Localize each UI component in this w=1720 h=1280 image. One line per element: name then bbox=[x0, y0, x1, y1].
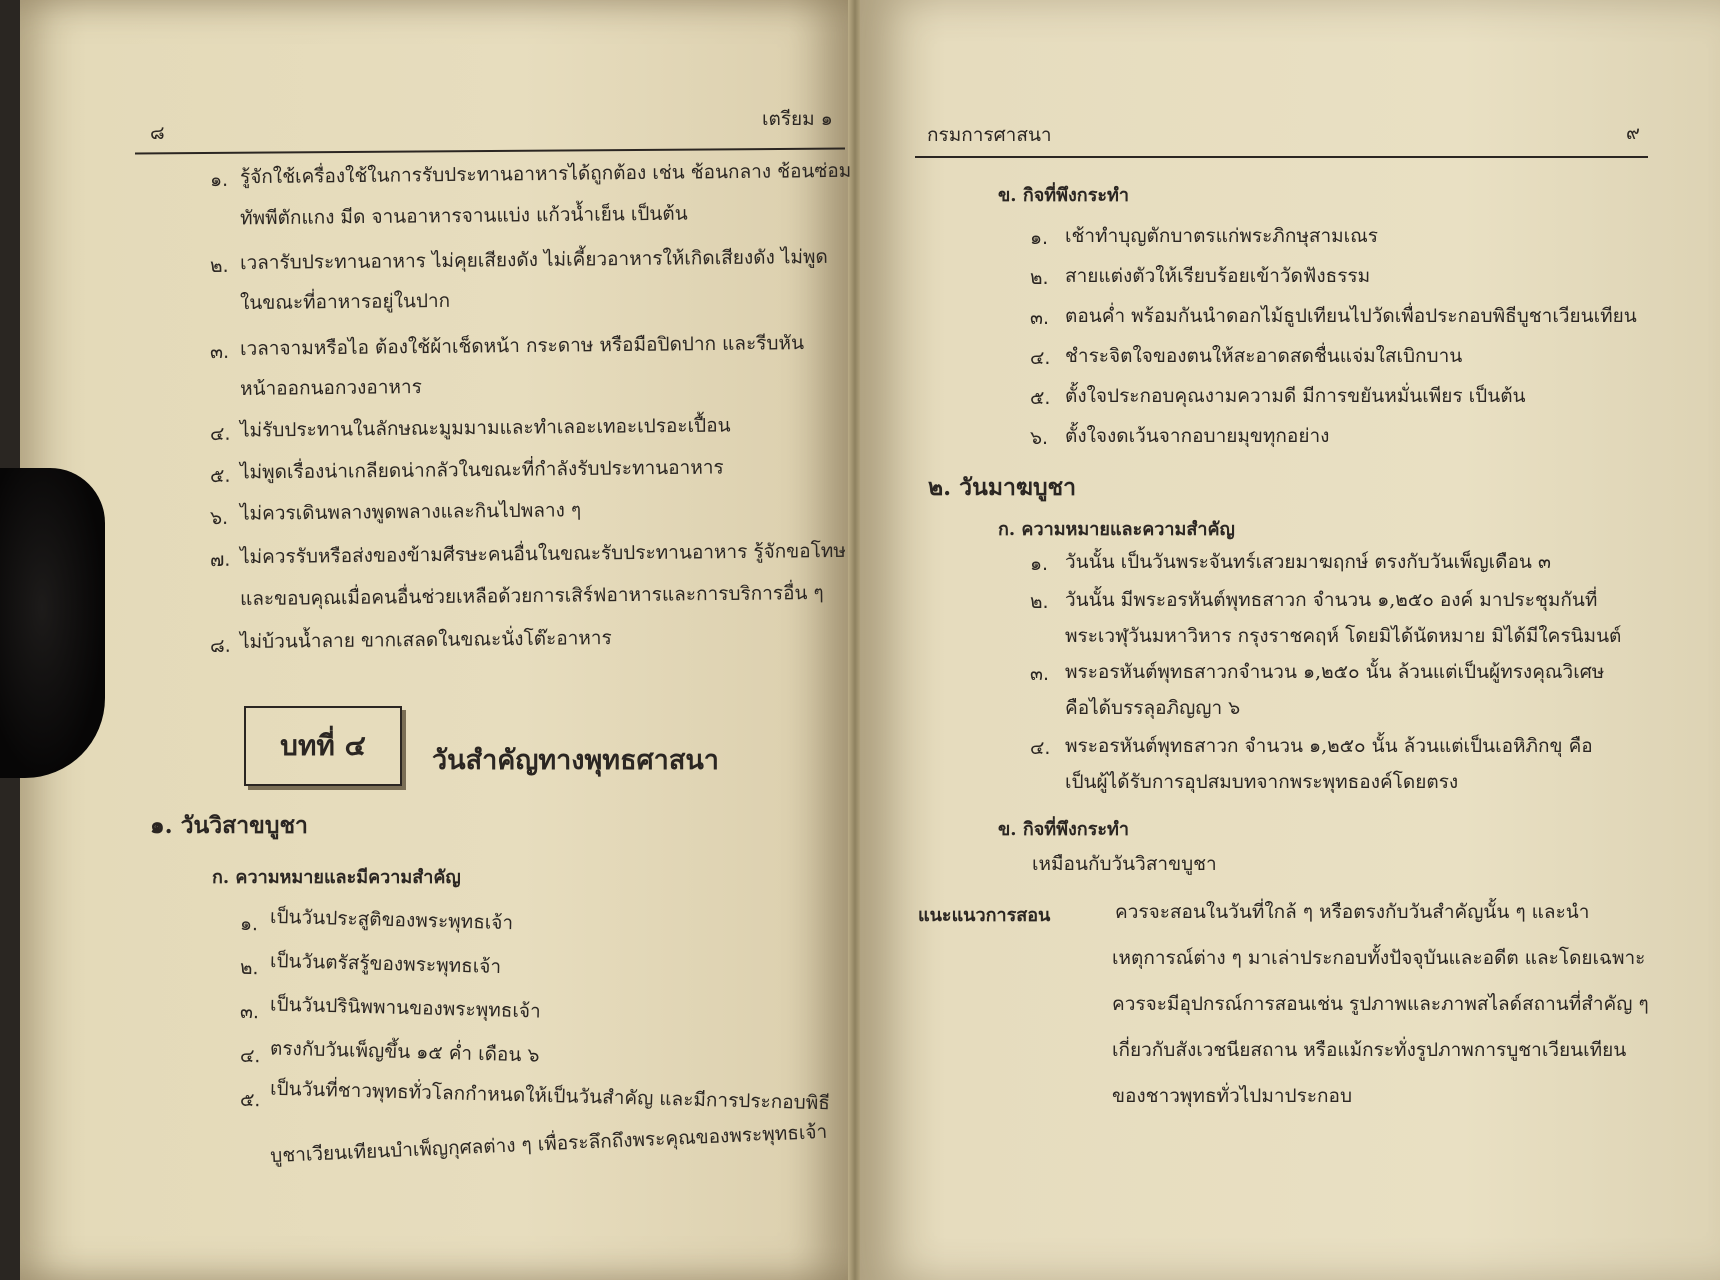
list-item-line: วันนั้น มีพระอรหันต์พุทธสาวก จำนวน ๑,๒๕๐ องค์ มาประชุมกันที่ bbox=[1065, 589, 1598, 611]
list-item-number: ๓. bbox=[239, 1000, 260, 1024]
list-item-line: ตอนค่ำ พร้อมกันนำดอกไม้ธูปเทียนไปวัดเพื่อประกอบพิธีบูชาเวียนเทียน bbox=[1065, 305, 1637, 327]
chapter-label: บทที่ ๔ bbox=[280, 729, 366, 762]
list-item-line: ตั้งใจประกอบคุณงามความดี มีการขยันหมั่นเพียร เป็นต้น bbox=[1065, 385, 1526, 407]
right-header-rule bbox=[915, 156, 1648, 158]
teaching-line: ควรจะสอนในวันที่ใกล้ ๆ หรือตรงกับวันสำคัญนั้น ๆ และนำ bbox=[1115, 901, 1590, 923]
list-item-number: ๑. bbox=[1030, 553, 1049, 575]
list-item-line: พระอรหันต์พุทธสาวก จำนวน ๑,๒๕๐ นั้น ล้วนแต่เป็นเอหิภิกขุ คือ bbox=[1065, 735, 1593, 757]
list-item-number: ๓. bbox=[209, 340, 230, 364]
section2-subtitle: ก. ความหมายและความสำคัญ bbox=[998, 519, 1235, 540]
list-item-line: เป็นวันประสูติของพระพุทธเจ้า bbox=[269, 905, 514, 935]
list-item-line: ตรงกับวันเพ็ญขึ้น ๑๕ ค่ำ เดือน ๖ bbox=[269, 1037, 540, 1067]
chapter-title: วันสำคัญทางพุทธศาสนา bbox=[432, 745, 719, 776]
right-running-head: กรมการศาสนา bbox=[927, 124, 1052, 146]
list-item-number: ๓. bbox=[1030, 307, 1050, 329]
list-item-number: ๑. bbox=[209, 168, 229, 192]
list-item-line: เวลารับประทานอาหาร ไม่คุยเสียงดัง ไม่เคี้ยวอาหารให้เกิดเสียงดัง ไม่พูด bbox=[239, 245, 828, 275]
section1-title: ๑. วันวิสาขบูชา bbox=[150, 812, 308, 839]
list-item-line: สายแต่งตัวให้เรียบร้อยเข้าวัดฟังธรรม bbox=[1065, 265, 1371, 287]
list-item-line: พระเวฬุวันมหาวิหาร กรุงราชคฤห์ โดยมิได้นัดหมาย มิได้มีใครนิมนต์ bbox=[1065, 625, 1622, 647]
list-item-line: เป็นผู้ได้รับการอุปสมบทจากพระพุทธองค์โดยตรง bbox=[1065, 771, 1459, 793]
list-item-line: รู้จักใช้เครื่องใช้ในการรับประทานอาหารได้ถูกต้อง เช่น ช้อนกลาง ช้อนซ่อม bbox=[239, 159, 852, 189]
list-item-line: เวลาจามหรือไอ ต้องใช้ผ้าเช็ดหน้า กระดาษ หรือมือปิดปาก และรีบหัน bbox=[239, 332, 805, 360]
list-item-number: ๖. bbox=[1030, 427, 1049, 449]
list-item-number: ๘. bbox=[209, 634, 231, 658]
teaching-line: เกี่ยวกับสังเวชนียสถาน หรือแม้กระทั่งรูปภาพการบูชาเวียนเทียน bbox=[1112, 1039, 1627, 1061]
list-item-line: พระอรหันต์พุทธสาวกจำนวน ๑,๒๕๐ นั้น ล้วนแต่เป็นผู้ทรงคุณวิเศษ bbox=[1065, 661, 1605, 683]
list-item-number: ๔. bbox=[239, 1044, 261, 1068]
list-item-line: ชำระจิตใจของตนให้สะอาดสดชื่นแจ่มใสเบิกบาน bbox=[1065, 345, 1463, 367]
list-item-number: ๔. bbox=[1030, 347, 1051, 369]
list-item-line: ทัพพีตักแกง มีด จานอาหารจานแบ่ง แก้วน้ำเย็น เป็นต้น bbox=[239, 202, 688, 230]
section2-title: ๒. วันมาฆบูชา bbox=[928, 474, 1077, 501]
list-item-number: ๑. bbox=[1030, 227, 1049, 249]
teaching-line: ของชาวพุทธทั่วไปมาประกอบ bbox=[1112, 1085, 1353, 1107]
list-item-line: ไม่บ้วนน้ำลาย ขากเสลดในขณะนั่งโต๊ะอาหาร bbox=[239, 627, 612, 653]
duty-title: ข. กิจที่พึงกระทำ bbox=[998, 185, 1130, 206]
list-item-number: ๔. bbox=[209, 422, 231, 446]
teaching-line: เหตุการณ์ต่าง ๆ มาเล่าประกอบทั้งปัจจุบันและอดีต และโดยเฉพาะ bbox=[1112, 947, 1646, 969]
teaching-line: ควรจะมีอุปกรณ์การสอนเช่น รูปภาพและภาพสไลด์สถานที่สำคัญ ๆ bbox=[1112, 993, 1649, 1015]
left-running-head: เตรียม ๑ bbox=[762, 108, 833, 130]
list-item-line: หน้าออกนอกวงอาหาร bbox=[239, 376, 422, 400]
list-item-line: ไม่ควรรับหรือส่งของข้ามศีรษะคนอื่นในขณะรับประทานอาหาร รู้จักขอโทษ bbox=[239, 539, 847, 569]
list-item-number: ๒. bbox=[1030, 591, 1049, 613]
list-item-line: ไม่พูดเรื่องน่าเกลียดน่ากลัวในขณะที่กำลังรับประทานอาหาร bbox=[239, 456, 724, 484]
list-item-number: ๒. bbox=[1030, 267, 1049, 289]
list-item-number: ๖. bbox=[209, 506, 229, 530]
list-item-line: ตั้งใจงดเว้นจากอบายมุขทุกอย่าง bbox=[1065, 425, 1330, 447]
list-item-number: ๗. bbox=[209, 548, 231, 572]
list-item-number: ๔. bbox=[1030, 737, 1051, 759]
finger-shadow bbox=[0, 468, 105, 778]
list-item-line: เช้าทำบุญตักบาตรแก่พระภิกษุสามเณร bbox=[1065, 225, 1378, 247]
list-item-number: ๓. bbox=[1030, 663, 1050, 685]
right-page-number: ๙ bbox=[1626, 122, 1640, 144]
list-item-number: ๒. bbox=[209, 254, 229, 278]
list-item-number: ๑. bbox=[239, 912, 259, 936]
list-item-line: คือได้บรรลุอภิญญา ๖ bbox=[1065, 697, 1241, 719]
list-item-number: ๕. bbox=[209, 464, 231, 488]
list-item-line: เป็นวันที่ชาวพุทธทั่วโลกกำหนดให้เป็นวันสำคัญ และมีการประกอบพิธี bbox=[269, 1077, 831, 1115]
duty2-text: เหมือนกับวันวิสาขบูชา bbox=[1032, 853, 1217, 875]
list-item-line: เป็นวันตรัสรู้ของพระพุทธเจ้า bbox=[269, 949, 502, 979]
list-item-line: ในขณะที่อาหารอยู่ในปาก bbox=[239, 289, 451, 315]
list-item-number: ๕. bbox=[1030, 387, 1051, 409]
list-item-line: บูชาเวียนเทียนบำเพ็ญกุศลต่าง ๆ เพื่อระลึกถึงพระคุณของพระพุทธเจ้า bbox=[269, 1120, 828, 1168]
chapter-label-box bbox=[244, 706, 402, 786]
section1-subtitle: ก. ความหมายและมีความสำคัญ bbox=[212, 867, 461, 888]
list-item-number: ๒. bbox=[239, 956, 259, 980]
list-item-line: วันนั้น เป็นวันพระจันทร์เสวยมาฆฤกษ์ ตรงกับวันเพ็ญเดือน ๓ bbox=[1065, 551, 1551, 573]
left-page-number: ๘ bbox=[150, 122, 165, 144]
list-item-line: ไม่ควรเดินพลางพูดพลางและกินไปพลาง ๆ bbox=[239, 499, 582, 525]
list-item-line: เป็นวันปรินิพพานของพระพุทธเจ้า bbox=[269, 993, 541, 1023]
list-item-line: และขอบคุณเมื่อคนอื่นช่วยเหลือด้วยการเสิร์ฟอาหารและการบริการอื่น ๆ bbox=[239, 581, 824, 611]
list-item-line: ไม่รับประทานในลักษณะมูมมามและทำเลอะเทอะเปรอะเปื้อน bbox=[239, 414, 731, 442]
list-item-number: ๕. bbox=[239, 1088, 261, 1112]
teaching-label: แนะแนวการสอน bbox=[918, 905, 1051, 926]
duty2-title: ข. กิจที่พึงกระทำ bbox=[998, 819, 1130, 840]
